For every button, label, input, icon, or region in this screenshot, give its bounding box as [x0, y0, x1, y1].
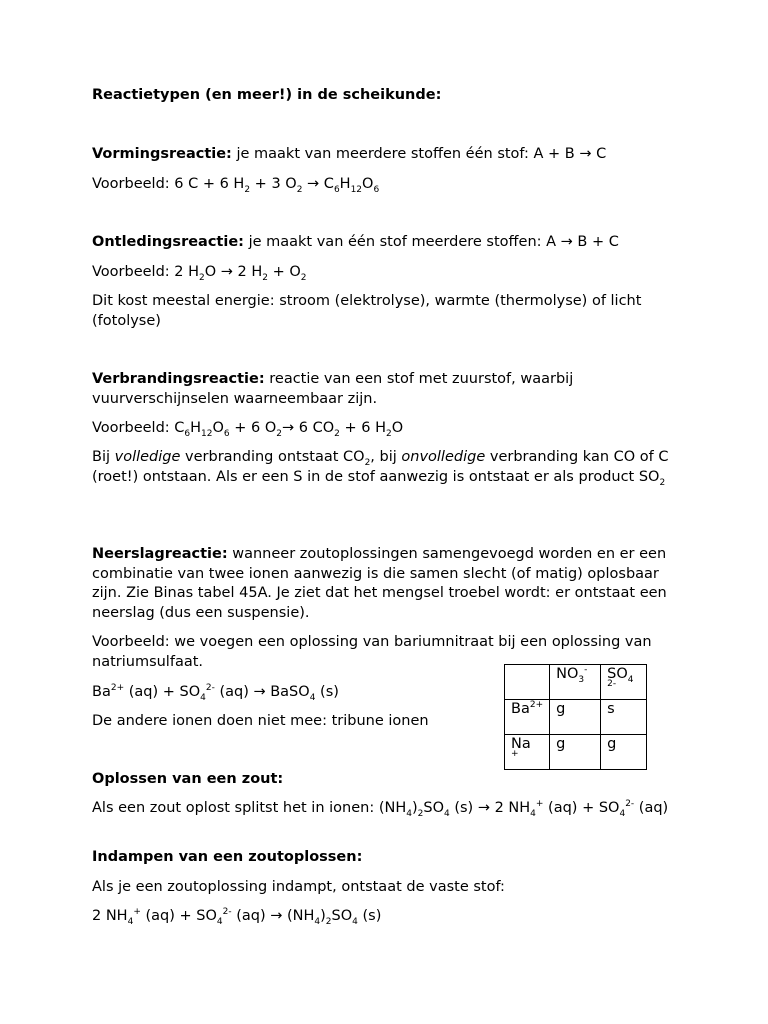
vormingsreactie-definition: Vormingsreactie: je maakt van meerdere stoffen één stof: A + B → C: [92, 146, 607, 162]
oplossen-heading: Oplossen van een zout:: [92, 771, 284, 787]
vormingsreactie-label: Vormingsreactie:: [92, 146, 232, 162]
table-row: [505, 665, 647, 700]
indampen-text: Als je een zoutoplossing indampt, ontstaat de vaste stof:: [92, 879, 505, 895]
table-corner-cell: [505, 665, 550, 700]
oplossen-text: Als een zout oplost splitst het in ionen: $(NH_4)_2SO_4$ (s) → 2 $NH_4^+$ $(aq) + SO_4^{2-}$ (aq): [92, 799, 669, 819]
ontledingsreactie-definition: Ontledingsreactie: je maakt van één stof meerdere stoffen: A → B + C: [92, 234, 619, 250]
table-row: [505, 735, 647, 770]
table-cell: g: [550, 735, 601, 770]
tribune-ionen-note: De andere ionen doen niet mee: tribune ionen: [92, 713, 429, 729]
verbrandingsreactie-example: Voorbeeld: $C_6H_{12}O_6 + 6$ $O_2\to 6$ $CO_2 + 6$ $H_2O$: [92, 420, 404, 439]
verbranding-explanation: Bij volledige verbranding ontstaat $CO_2$, bij onvolledige verbranding kan CO of C (roet!) ontstaan. Als er een S in de stof aanwezig is ontstaat er als product $SO_2$: [92, 449, 669, 488]
table-cell: g: [550, 700, 601, 735]
indampen-heading: Indampen van een zoutoplossen:: [92, 849, 363, 865]
ontledingsreactie-energy-note: Dit kost meestal energie: stroom (elektrolyse), warmte (thermolyse) of licht (fotolyse): [92, 293, 642, 329]
solubility-table: [504, 664, 647, 770]
table-row-header-ba: $Ba^{2+}$: [505, 700, 550, 735]
neerslagreactie-label: Neerslagreactie:: [92, 546, 228, 562]
table-cell: s: [601, 700, 647, 735]
ontledingsreactie-example: Voorbeeld: 2 $H_2O \to 2$ $H_2 + O_2$: [92, 264, 307, 283]
table-row: [505, 700, 647, 735]
verbrandingsreactie-label: Verbrandingsreactie:: [92, 371, 265, 387]
indampen-equation: 2 $NH_4^+$ $(aq) + SO_4^{2-}$ $(aq) \to (NH_4)_2SO_4$ (s): [92, 907, 382, 927]
table-cell: g: [601, 735, 647, 770]
page-title: Reactietypen (en meer!) in de scheikunde:: [92, 87, 442, 103]
neerslagreactie-example: Voorbeeld: we voegen een oplossing van bariumnitraat bij een oplossing van natriumsulfaat.: [92, 634, 652, 670]
table-row-header-na: Na +: [505, 735, 550, 770]
neerslagreactie-definition: Neerslagreactie: wanneer zoutoplossingen samengevoegd worden en er een combinatie van twee ionen aanwezig is die samen slecht (of matig) oplosbaar zijn. Zie Binas tabel 45A. Je ziet dat het mengsel troebel wordt: er ontstaat een neerslag (dus een suspensie).: [92, 546, 667, 621]
verbrandingsreactie-definition: Verbrandingsreactie: reactie van een stof met zuurstof, waarbij vuurverschijnselen waarneembaar zijn.: [92, 371, 574, 407]
table-header-no3: $NO_3^-$: [550, 665, 601, 700]
neerslag-equation: $Ba^{2+}$ $(aq) + SO_4^{2-}$ (aq) → BaSO$_4$ (s): [92, 683, 339, 703]
ontledingsreactie-label: Ontledingsreactie:: [92, 234, 244, 250]
vormingsreactie-example: Voorbeeld: 6 C + 6 $H_2 + 3$ $O_2 \to C_6H_{12}O_6$: [92, 176, 380, 195]
table-header-so4: $SO_4$ $^{2-}$: [601, 665, 647, 700]
